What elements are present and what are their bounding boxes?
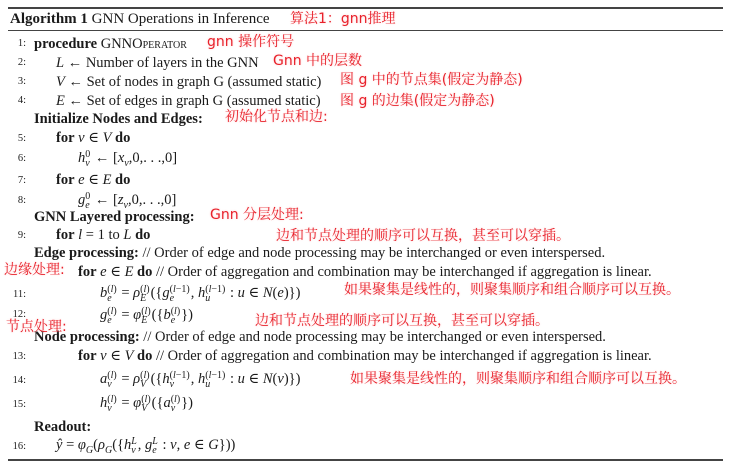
- line-number: 1:: [17, 38, 26, 49]
- keyword-procedure: procedure: [34, 36, 98, 52]
- algorithm-label: Algorithm 1: [10, 11, 88, 27]
- algo-line-12: g (l) e = φ (l) E ({b (l) e }): [100, 306, 193, 326]
- annotation-order-2: 边和节点处理的顺序可以互换，甚至可以穿插。: [255, 313, 549, 329]
- algo-line-16: ŷ = $\varphi_G(\rho_G(\{h$ L v , g L e : v, e ∈ G})): [56, 436, 236, 456]
- algo-line-2: L ← Number of layers in the GNN: [56, 55, 259, 71]
- algo-line-13: for v ∈ V do // Order of aggregation and combination may be interchanged if aggregation is linear.: [78, 348, 652, 364]
- line-number: 14:: [12, 375, 26, 386]
- caption-rule: [8, 30, 723, 31]
- algo-line-3: V ← Set of nodes in graph G (assumed static): [56, 74, 322, 90]
- heading-initialize: Initialize Nodes and Edges:: [34, 111, 203, 127]
- annotation-nodes: 图 g 中的节点集(假定为静态): [340, 72, 523, 88]
- procedure-name: GNNOperator: [100, 36, 187, 52]
- annotation-aggregation-2: 如果聚集是线性的，则聚集顺序和组合顺序可以互换。: [350, 371, 686, 387]
- annotation-layers: Gnn 中的层数: [273, 53, 363, 69]
- heading-layered-processing: GNN Layered processing:: [34, 209, 195, 225]
- line-number: 13:: [12, 351, 26, 362]
- algo-line-14: a (l) v = ρ (l) V ({h (l−1) v , h (l−1) u : u ∈ N(v)}): [100, 370, 301, 390]
- algo-line-7: for e ∈ E do: [56, 172, 131, 188]
- algo-line-8: g 0 e ← [$z_v,0$,. . .,0]: [78, 191, 177, 211]
- line-number: 11:: [12, 289, 26, 300]
- comment: // Order of aggregation and combination may be interchanged if aggregation is linear.: [156, 264, 652, 280]
- annotation-edges: 图 g 的边集(假定为静态): [340, 93, 495, 109]
- line-number: 3:: [17, 76, 26, 87]
- annotation-edge-processing: 边缘处理:: [4, 262, 65, 278]
- annotation-init: 初始化节点和边:: [225, 109, 328, 125]
- algo-line-4: E ← Set of edges in graph G (assumed static): [56, 93, 321, 109]
- comment: // Order of edge and node processing may be interchanged or even interspersed.: [143, 329, 606, 345]
- line-number: 6:: [17, 153, 26, 164]
- comment: // Order of edge and node processing may be interchanged or even interspersed.: [142, 245, 606, 261]
- line-number: 16:: [12, 441, 26, 452]
- line-number: 7:: [17, 175, 26, 186]
- heading-edge-processing: Edge processing: // Order of edge and node processing may be interchanged or even interspersed.: [34, 245, 606, 261]
- line-number: 9:: [17, 230, 26, 241]
- line-number: 8:: [17, 195, 26, 206]
- line-number: 15:: [12, 399, 26, 410]
- algo-line-6: h 0 v ← [$x_v,0$,. . .,0]: [78, 149, 178, 169]
- annotation-layered: Gnn 分层处理:: [210, 207, 304, 223]
- annotation-title: 算法1：gnn推理: [290, 11, 396, 27]
- annotation-node-processing: 节点处理:: [6, 319, 67, 335]
- top-rule: [8, 7, 723, 9]
- algorithm-title: GNN Operations in Inference: [91, 11, 270, 27]
- algo-line-1: [34, 35, 187, 53]
- algo-line-15: h (l) v = φ (l) V ({a (l) v }): [100, 394, 193, 414]
- line-number: 12:: [12, 309, 26, 320]
- annotation-procedure: gnn 操作符号: [207, 34, 295, 50]
- heading-readout: Readout:: [34, 419, 92, 435]
- annotation-aggregation-1: 如果聚集是线性的，则聚集顺序和组合顺序可以互换。: [344, 282, 680, 298]
- line-number: 5:: [17, 133, 26, 144]
- comment: // Order of aggregation and combination may be interchanged if aggregation is linear.: [156, 348, 652, 364]
- algo-line-11: b (l) e = ρ (l) E ({g (l−1) e , h (l−1) u : u ∈ N(e)}): [100, 284, 301, 304]
- algorithm-caption: [10, 10, 270, 28]
- algo-line-9: for l = 1 to L do: [56, 227, 151, 243]
- heading-node-processing: Node processing: // Order of edge and node processing may be interchanged or even interspersed.: [34, 329, 606, 345]
- line-number: 2:: [17, 57, 26, 68]
- bottom-rule: [8, 459, 723, 461]
- algo-line-5: for v ∈ V do: [56, 130, 131, 146]
- annotation-order-1: 边和节点处理的顺序可以互换，甚至可以穿插。: [276, 228, 570, 244]
- line-number: 4:: [17, 95, 26, 106]
- algo-line-10: for e ∈ E do // Order of aggregation and combination may be interchanged if aggregation is linear.: [78, 264, 652, 280]
